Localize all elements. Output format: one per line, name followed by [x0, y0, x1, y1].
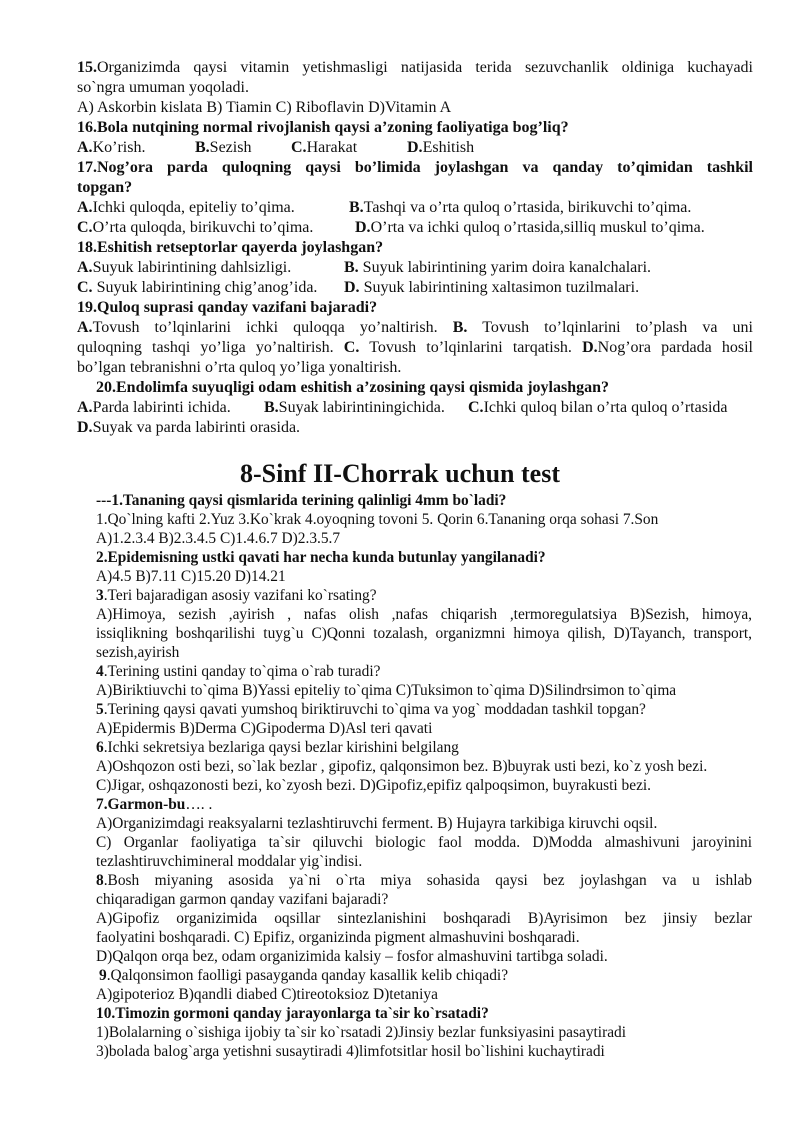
question-text: .Ichki sekretsiya bezlariga qaysi bezlar kirishini belgilang	[103, 739, 459, 756]
question-16: 16.Bola nutqining normal rivojlanish qaysi a’zoning faoliyatiga bog’liq?	[77, 119, 569, 136]
option-text: Tovush to’lqinlarini ichki quloqqa yo’naltirish.	[92, 319, 438, 336]
question-8-line-1	[96, 871, 752, 890]
question-7-line-2: C) Organlar faoliyatiga ta`sir qiluvchi biologic faol modda. D)Modda almashivuni jaroyinini	[96, 834, 752, 851]
question-number: 3	[96, 587, 104, 604]
option-text: Tovush to’lqinlarini to’plash va uni	[482, 319, 753, 336]
question-1-options: A)1.2.3.4 B)2.3.4.5 C)1.4.6.7 D)2.3.5.7	[96, 530, 341, 547]
question-20: 20.Endolimfa suyuqligi odam eshitish a’zosining qaysi qismida joylashgan?	[96, 379, 610, 396]
question-3-line-1: A)Himoya, sezish ,ayirish , nafas olish ,nafas chiqarish ,termoregulatsiya B)Sezish, himoya,	[96, 606, 752, 623]
question-6	[96, 738, 752, 757]
question-8-line-4: faolyatini boshqaradi. C) Epifiz, organizinda pigment almashuvini boshqaradi.	[96, 929, 580, 946]
option-letter: D.	[582, 339, 598, 356]
option-letter: C.	[77, 279, 93, 296]
option-letter: B.	[344, 259, 359, 276]
option-letter: A.	[77, 319, 93, 336]
question-2: 2.Epidemisning ustki qavati har necha kunda butunlay yangilanadi?	[96, 549, 546, 566]
question-5-options: A)Epidermis B)Derma C)Gipoderma D)Asl teri qavati	[96, 720, 433, 737]
question-6-line-2: C)Jigar, oshqazonosti bezi, ko`zyosh bezi. D)Gipofiz,epifiz qalpoqsimon, buyrakusti bezi.	[96, 777, 652, 794]
question-4	[96, 662, 752, 681]
option-letter: A.	[77, 399, 93, 416]
question-3	[96, 586, 752, 605]
option-text: O’rta quloqda, birikuvchi to’qima.	[92, 219, 314, 236]
option-text: Suyuk labirintining xaltasimon tuzilmalari.	[359, 279, 640, 296]
question-8-line-3: A)Gipofiz organizimida oqsillar sintezlanishini boshqaradi B)Ayrisimon bez jinsiy bezlar	[96, 910, 752, 927]
question-10-line-2: 3)bolada balog`arga yetishni susaytiradi 4)limfotsitlar hosil bo`lishini kuchaytiradi	[96, 1043, 605, 1060]
option-text: Harakat	[306, 139, 358, 156]
question-7	[96, 795, 752, 814]
question-1: ---1.Tananing qaysi qismlarida terining qalinligi 4mm bo`ladi?	[96, 492, 507, 509]
option-text: Suyak va parda labirinti orasida.	[92, 419, 301, 436]
option-text: Sezish	[209, 139, 252, 156]
question-text: .Terining ustini qanday to`qima o`rab turadi?	[103, 663, 381, 680]
question-number: 8	[96, 872, 104, 889]
option-letter: C.	[343, 339, 360, 356]
question-10: 10.Timozin gormoni qanday jarayonlarga ta`sir ko`rsatadi?	[96, 1005, 489, 1022]
option-letter: B.	[195, 139, 210, 156]
option-letter: B.	[452, 319, 468, 336]
question-20-option-d	[77, 418, 753, 438]
question-9-options: A)gipoterioz B)qandli diabed C)tireotoksioz D)tetaniya	[96, 986, 438, 1003]
question-9	[99, 966, 755, 985]
option-letter: A.	[77, 199, 93, 216]
question-text: .Terining qaysi qavati yumshoq biriktiruvchi to`qima va yog` moddadan tashkil topgan?	[103, 701, 646, 718]
question-19: 19.Quloq suprasi qanday vazifani bajaradi?	[77, 299, 378, 316]
question-19-line-2	[77, 338, 753, 358]
option-letter: D.	[77, 419, 93, 436]
option-text: Suyuk labirintining dahlsizligi.	[92, 259, 292, 276]
question-number: 5	[96, 701, 104, 718]
question-8-line-2: chiqaradigan garmon qanday vazifani bajaradi?	[96, 891, 389, 908]
option-letter: A.	[77, 259, 93, 276]
option-text: Eshitish	[422, 139, 475, 156]
question-17-line-2: topgan?	[77, 179, 133, 196]
option-text: Parda labirinti ichida.	[92, 399, 231, 416]
question-3-line-2: issiqlikning boshqarilishi tuyg`u C)Qonni tozalash, organizmni himoya qilish, D)Tayanch, transport,	[96, 625, 752, 642]
question-7-line-3: tezlashtiruvchimineral moddalar yig`indisi.	[96, 853, 363, 870]
question-text: .Qalqonsimon faolligi pasayganda qanday kasallik kelib chiqadi?	[106, 967, 509, 984]
option-letter: D.	[344, 279, 360, 296]
option-letter: A.	[77, 139, 93, 156]
question-number: 9	[99, 967, 107, 984]
question-number: 15.	[77, 59, 97, 76]
question-7-line-1: A)Organizimdagi reaksyalarni tezlashtiruvchi ferment. B) Hujayra tarkibiga kiruvchi oqsil.	[96, 815, 658, 832]
question-6-line-1: A)Oshqozon osti bezi, so`lak bezlar , gipofiz, qalqonsimon bez. B)buyrak usti bezi, ko`z yosh bezi.	[96, 758, 708, 775]
question-text: .Bosh miyaning asosida ya`ni o`rta miya sohasida qaysi bez joylashgan va u ishlab	[103, 872, 752, 889]
option-letter: B.	[349, 199, 364, 216]
option-letter: C.	[291, 139, 307, 156]
question-15-options: A) Askorbin kislata B) Tiamin C) Riboflavin D)Vitamin A	[77, 99, 452, 116]
option-letter: B.	[264, 399, 279, 416]
question-text: .Teri bajaradigan asosiy vazifani ko`rsating?	[103, 587, 377, 604]
question-18: 18.Eshitish retseptorlar qayerda joylashgan?	[77, 239, 384, 256]
question-text: Organizimda qaysi vitamin yetishmasligi natijasida terida sezuvchanlik oldiniga kuchayadi	[97, 59, 753, 76]
question-19-line-3: bo’lgan tebranishni o’rta quloq yo’liga yonaltirish.	[77, 359, 402, 376]
option-text: Nog’ora pardada hosil	[597, 339, 753, 356]
question-3-line-3: sezish,ayirish	[96, 644, 180, 661]
option-text: Tashqi va o’rta quloq o’rtasida, birikuvchi to’qima.	[363, 199, 692, 216]
question-15-line-1	[77, 58, 753, 78]
test-title: 8-Sinf II-Chorrak uchun test	[240, 459, 560, 488]
option-letter: C.	[468, 399, 484, 416]
question-1-list: 1.Qo`lning kafti 2.Yuz 3.Ko`krak 4.oyoqning tovoni 5. Qorin 6.Tananing orqa sohasi 7.Son	[96, 511, 659, 528]
option-letter: C.	[77, 219, 93, 236]
question-number: 4	[96, 663, 104, 680]
question-8-line-5: D)Qalqon orqa bez, odam organizimida kalsiy – fosfor almashuvini tartibga soladi.	[96, 948, 608, 965]
option-text: Suyak labirintiningichida.	[278, 399, 445, 416]
question-5	[96, 700, 752, 719]
option-text: Ichki quloq bilan o’rta quloq o’rtasida	[483, 399, 728, 416]
question-4-options: A)Biriktiuvchi to`qima B)Yassi epiteliy to`qima C)Tuksimon to`qima D)Silindrsimon to`qima	[96, 682, 677, 699]
option-text: Ko’rish.	[92, 139, 146, 156]
option-text: quloqning tashqi yo’liga yo’naltirish.	[77, 339, 334, 356]
question-10-line-1: 1)Bolalarning o`sishiga ijobiy ta`sir ko`rsatadi 2)Jinsiy bezlar funksiyasini pasaytiradi	[96, 1024, 627, 1041]
option-text: O’rta va ichki quloq o’rtasida,silliq muskul to’qima.	[370, 219, 705, 236]
question-ellipsis: …. .	[185, 796, 213, 813]
option-letter: D.	[355, 219, 371, 236]
question-15-line-2: so`ngra umuman yoqoladi.	[77, 79, 249, 96]
option-letter: D.	[407, 139, 423, 156]
question-19-line-1	[77, 318, 753, 338]
question-number: 6	[96, 739, 104, 756]
question-17-line-1: 17.Nog’ora parda quloqning qaysi bo’limida joylashgan va qanday to’qimidan tashkil	[77, 159, 753, 176]
question-2-options: A)4.5 B)7.11 C)15.20 D)14.21	[96, 568, 286, 585]
option-text: Tovush to’lqinlarini tarqatish.	[369, 339, 572, 356]
question-text: 7.Garmon-bu	[96, 796, 186, 813]
option-text: Ichki quloqda, epiteliy to’qima.	[92, 199, 295, 216]
option-text: Suyuk labirintining chig’anog’ida.	[92, 279, 318, 296]
option-text: Suyuk labirintining yarim doira kanalchalari.	[358, 259, 652, 276]
